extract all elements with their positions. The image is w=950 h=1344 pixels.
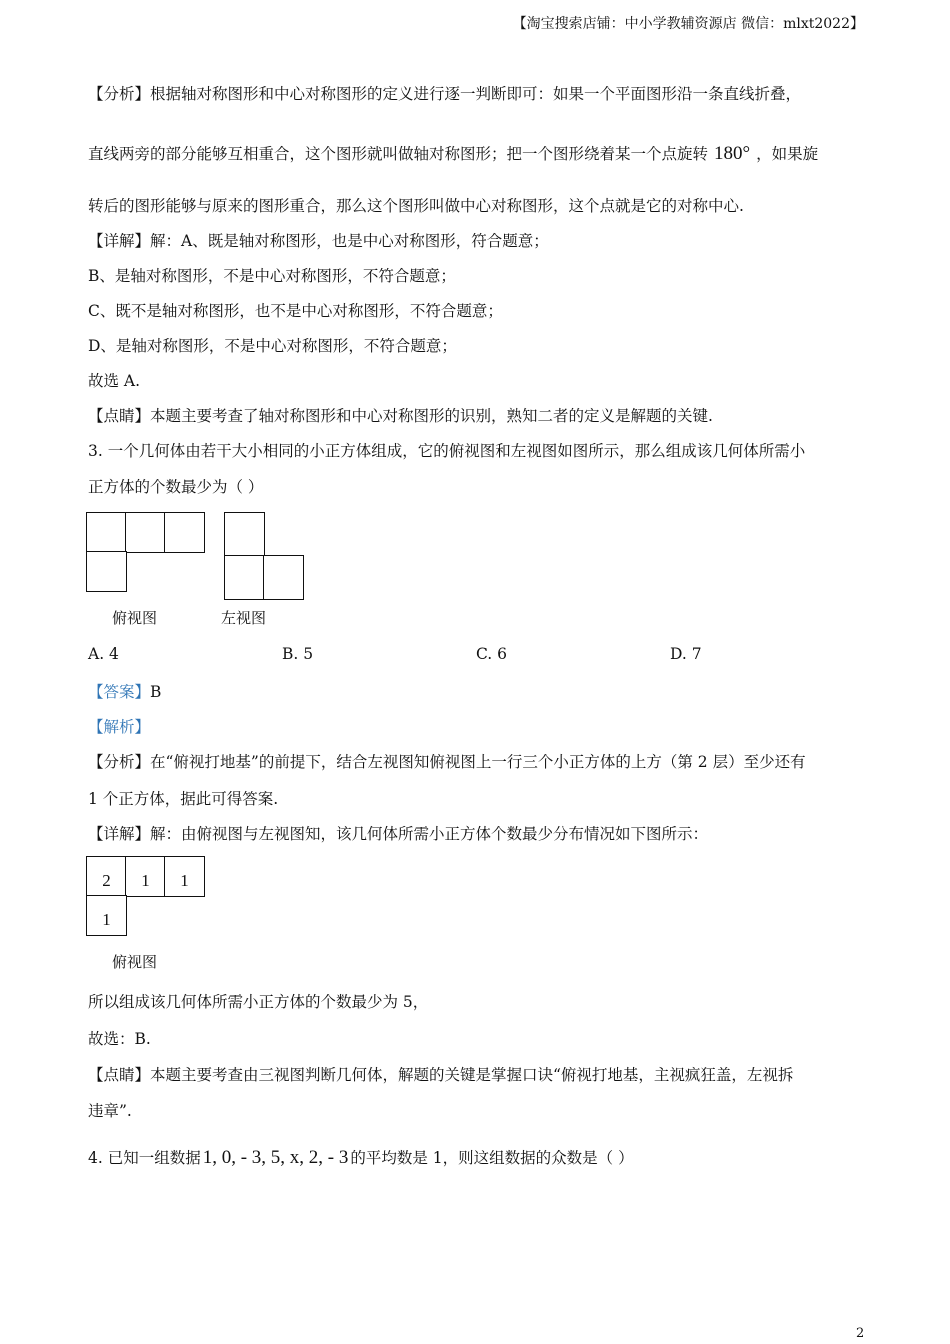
- q4-suffix: 的平均数是 1，则这组数据的众数是（ ）: [350, 1149, 634, 1167]
- angle-180: 180°: [714, 143, 751, 164]
- grid-cell: [86, 895, 127, 936]
- q4-prefix: 4. 已知一组数据: [88, 1149, 201, 1167]
- q4-data-set: 1, 0, - 3, 5, x, 2, - 3: [202, 1147, 349, 1168]
- q3-tip-line-2: 违章”.: [88, 1102, 132, 1120]
- grid-number: 1: [102, 910, 111, 929]
- page-number: 2: [856, 1326, 865, 1341]
- top-view-cell: [86, 551, 127, 592]
- explanation-tag: 【解析】: [88, 718, 151, 736]
- choice-line: 故选 A.: [88, 372, 141, 390]
- detail-line-a: 【详解】解：A、既是轴对称图形，也是中心对称图形，符合题意；: [88, 232, 549, 250]
- left-view-cell: [224, 512, 265, 557]
- top-view-cell: [164, 512, 205, 553]
- analysis-line-2-text: 直线两旁的部分能够互相重合，这个图形就叫做轴对称图形；把一个图形绕着某一个点旋转: [88, 145, 709, 163]
- top-view-cell: [125, 512, 166, 553]
- grid-cell: [164, 856, 205, 897]
- grid-cell: [125, 856, 166, 897]
- detail-line-d: D、是轴对称图形，不是中心对称图形，不符合题意；: [88, 337, 457, 355]
- q3-analysis-line-2: 1 个正方体，据此可得答案.: [88, 790, 279, 808]
- numbered-grid-caption: 俯视图: [112, 953, 158, 971]
- answer-line: [88, 680, 161, 702]
- q4-stem: [88, 1146, 634, 1169]
- grid-cell: [86, 856, 127, 897]
- analysis-line-3: 转后的图形能够与原来的图形重合，那么这个图形叫做中心对称图形，这个点就是它的对称中心.: [88, 197, 744, 215]
- analysis-line-1: 【分析】根据轴对称图形和中心对称图形的定义进行逐一判断即可：如果一个平面图形沿一条直线折叠，: [88, 85, 802, 103]
- choice-b-line: 故选：B.: [88, 1030, 151, 1048]
- q3-stem-line-2: 正方体的个数最少为（ ）: [88, 478, 264, 496]
- q3-stem-line-1: 3. 一个几何体由若干大小相同的小正方体组成，它的俯视图和左视图如图所示，那么组成该几何体所需小: [88, 442, 806, 460]
- grid-number: 2: [102, 871, 111, 890]
- analysis-line-2-tail: ，如果旋: [756, 145, 819, 163]
- option-c: C. 6: [476, 645, 508, 663]
- conclusion-line: 所以组成该几何体所需小正方体的个数最少为 5，: [88, 993, 429, 1011]
- page-header: 【淘宝搜索店铺：中小学教辅资源店 微信：mlxt2022】: [512, 16, 864, 32]
- answer-value: B: [150, 683, 162, 701]
- q3-analysis-line-1: 【分析】在“俯视打地基”的前提下，结合左视图知俯视图上一行三个小正方体的上方（第 2 层）至少还有: [88, 753, 806, 771]
- top-view-caption: 俯视图: [112, 609, 158, 627]
- option-a: A. 4: [88, 645, 119, 663]
- detail-line-c: C、既不是轴对称图形，也不是中心对称图形，不符合题意；: [88, 302, 503, 320]
- analysis-line-2: [88, 142, 818, 165]
- grid-number: 1: [141, 871, 150, 890]
- grid-number: 1: [180, 871, 189, 890]
- left-view-caption: 左视图: [221, 609, 267, 627]
- option-b: B. 5: [282, 645, 314, 663]
- q3-detail-line: 【详解】解：由俯视图与左视图知，该几何体所需小正方体个数最少分布情况如下图所示：: [88, 825, 709, 843]
- detail-line-b: B、是轴对称图形，不是中心对称图形，不符合题意；: [88, 267, 456, 285]
- left-view-cell: [263, 555, 304, 600]
- left-view-cell: [224, 555, 265, 600]
- option-d: D. 7: [670, 645, 702, 663]
- tip-line: 【点睛】本题主要考查了轴对称图形和中心对称图形的识别，熟知二者的定义是解题的关键.: [88, 407, 713, 425]
- answer-tag: 【答案】: [88, 683, 151, 701]
- top-view-cell: [86, 512, 127, 553]
- q3-tip-line-1: 【点睛】本题主要考查由三视图判断几何体，解题的关键是掌握口诀“俯视打地基，主视疯狂盖，左视拆: [88, 1066, 794, 1084]
